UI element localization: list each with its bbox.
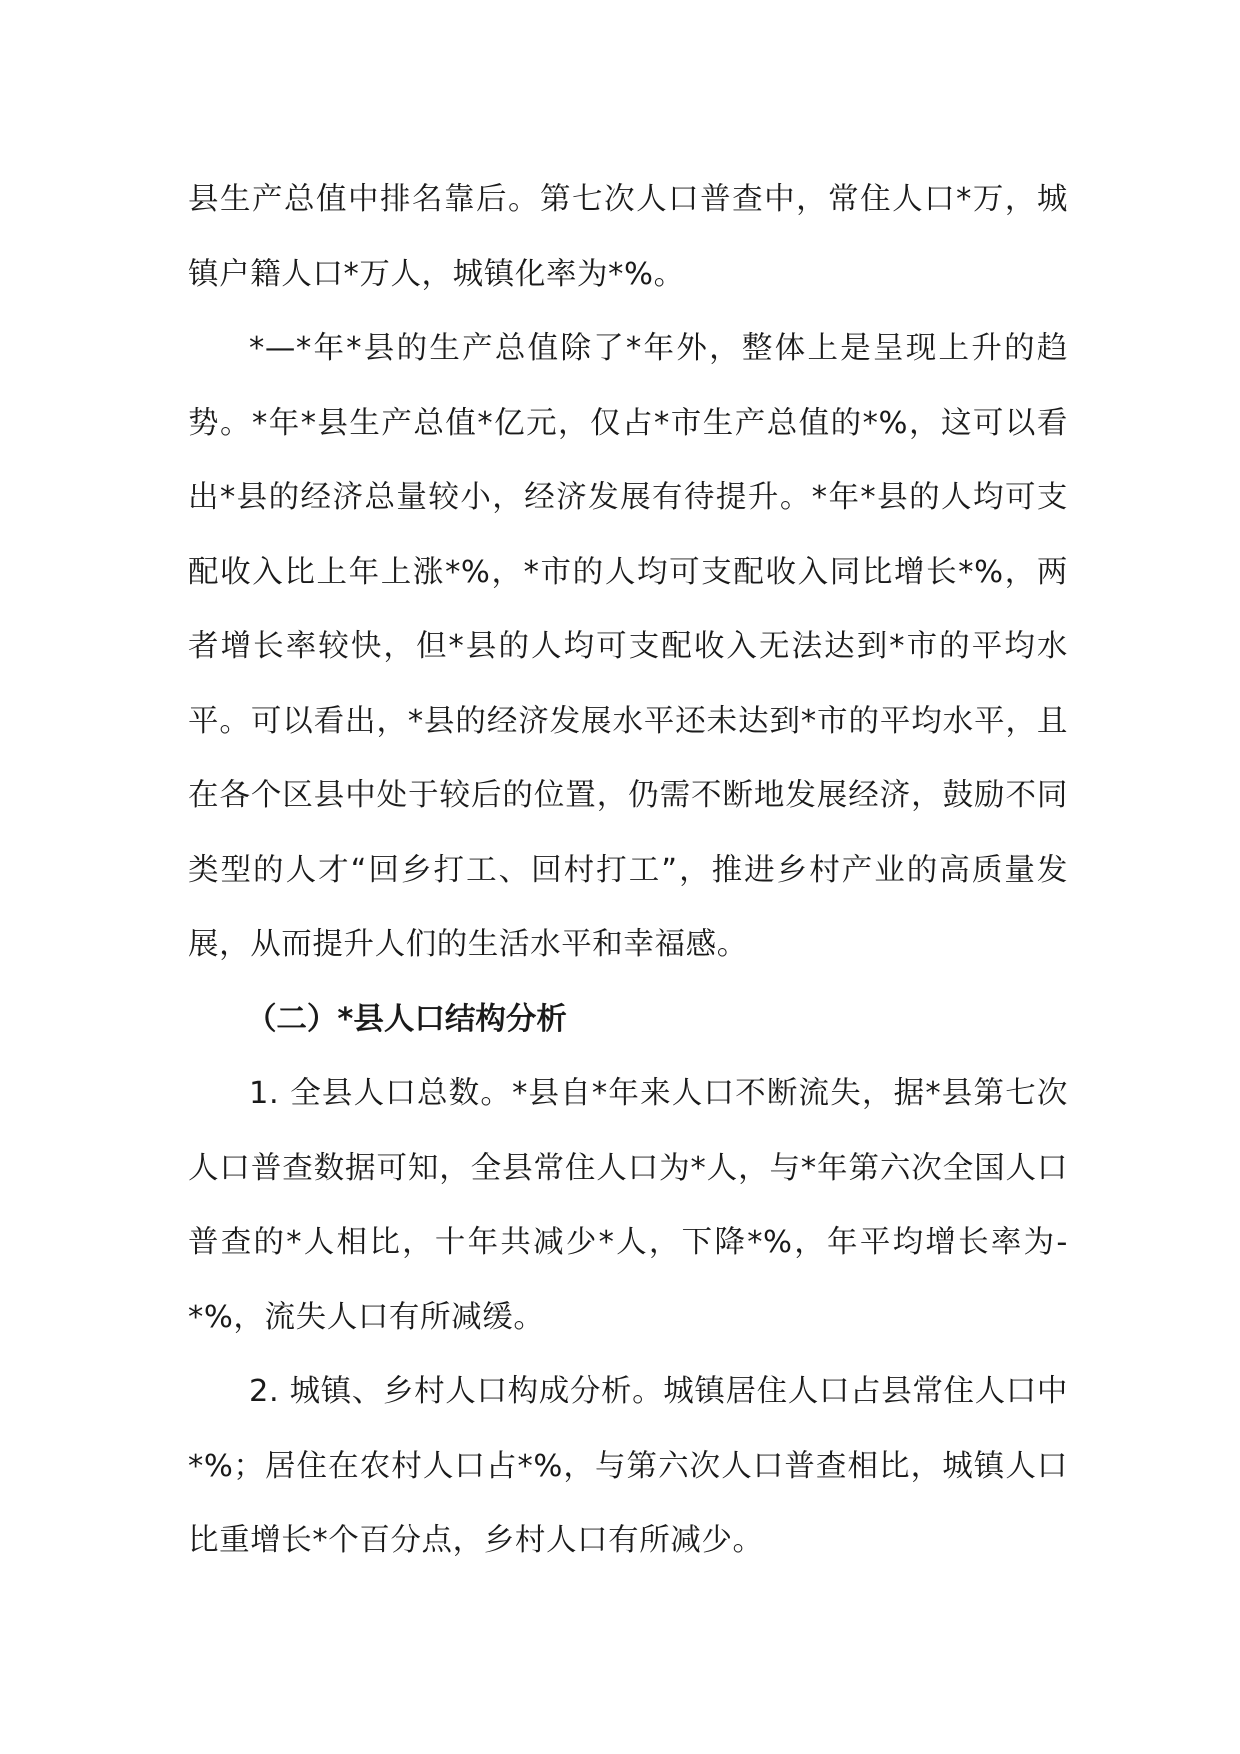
section-heading: （二）*县人口结构分析 [245,1001,567,1037]
paragraph-total-population: 1. 全县人口总数。*县自*年来人口不断流失，据*县第七次人口普查数据可知，全县常住人口为*人，与*年第六次全国人口普查的*人相比，十年共减少*人，下降*%，年平均增长率为-*%，流失人口有所减缓。 [188,1076,1068,1335]
paragraph-population-summary: 县生产总值中排名靠后。第七次人口普查中，常住人口*万，城镇户籍人口*万人，城镇化率为*%。 [188,182,1068,292]
document-body [188,163,1068,1579]
paragraph-economic-analysis: *—*年*县的生产总值除了*年外，整体上是呈现上升的趋势。*年*县生产总值*亿元，仅占*市生产总值的*%，这可以看出*县的经济总量较小，经济发展有待提升。*年*县的人均可支配收入比上年上涨*%，*市的人均可支配收入同比增长*%，两者增长率较快，但*县的人均可支配收入无法达到*市的平均水平。可以看出，*县的经济发展水平还未达到*市的平均水平，且在各个区县中处于较后的位置，仍需不断地发展经济，鼓励不同类型的人才“回乡打工、回村打工”，推进乡村产业的高质量发展，从而提升人们的生活水平和幸福感。 [188,331,1068,962]
paragraph-urban-rural-composition: 2. 城镇、乡村人口构成分析。城镇居住人口占县常住人口中*%；居住在农村人口占*%，与第六次人口普查相比，城镇人口比重增长*个百分点，乡村人口有所减少。 [188,1374,1068,1558]
